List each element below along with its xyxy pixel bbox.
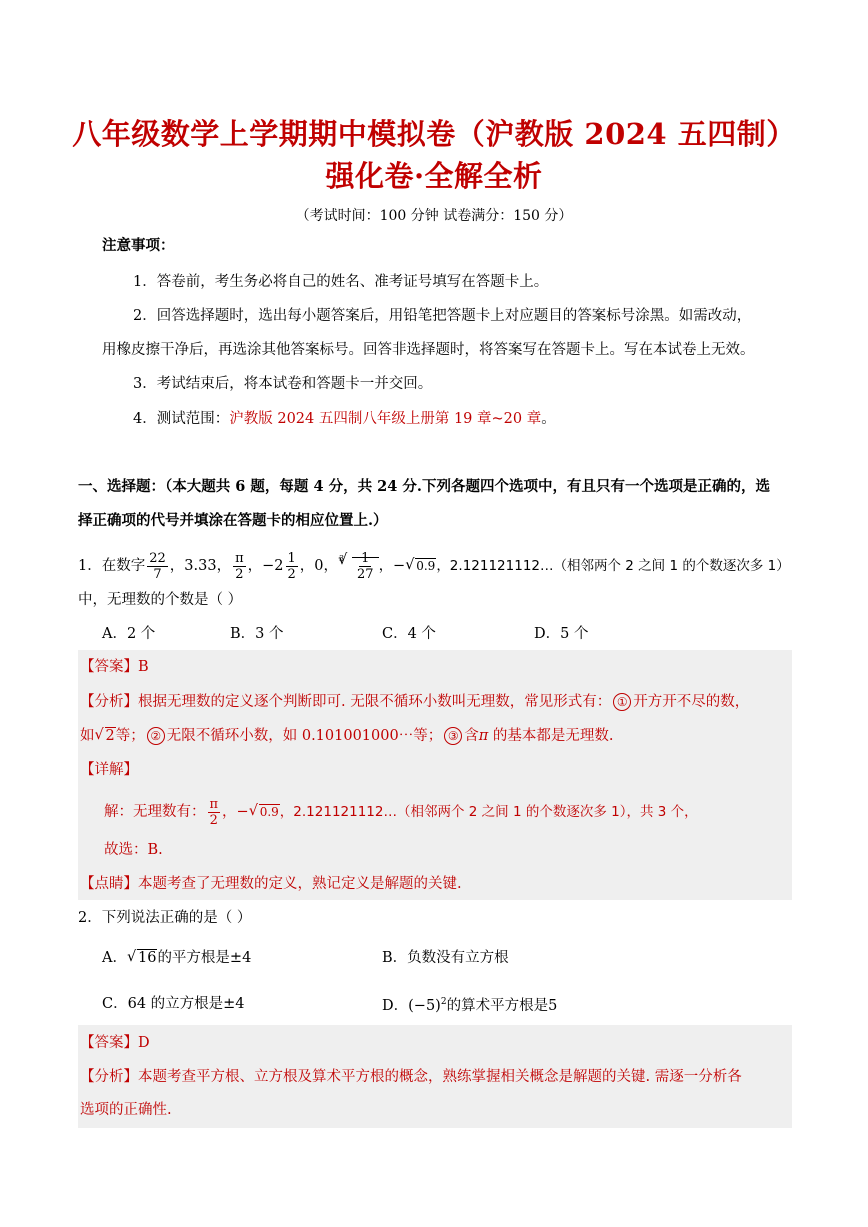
q2-option-b: B．负数没有立方根 [382, 950, 509, 966]
q1-choice: 故选：B. [104, 842, 163, 858]
sqrt-16: √ 16 [127, 948, 157, 968]
notes-heading: 注意事项： [102, 237, 175, 254]
q2-analysis-line2: 选项的正确性. [80, 1102, 172, 1118]
q1-option-d: D．5 个 [534, 626, 589, 642]
q1-option-b: B．3 个 [230, 626, 284, 642]
q1-line2: 中，无理数的个数是（ ） [78, 592, 243, 608]
q1-prefix: 1．在数字 [78, 558, 146, 574]
q1-analysis-line1: 【分析】根据无理数的定义逐个判断即可. 无限不循环小数叫无理数，常见形式有： ① 开方开不尽的数， [80, 694, 750, 710]
note-item-4-prefix: 4．测试范围： [133, 411, 230, 427]
q1-text-1: ，3.33， [169, 558, 232, 574]
q1-answer: 【答案】B [80, 659, 149, 675]
q1-text-4: ，− [378, 558, 406, 574]
q2-option-c: C．64 的立方根是±4 [102, 996, 245, 1012]
q2-analysis-line1: 【分析】本题考查平方根、立方根及算术平方根的概念，熟练掌握相关概念是解题的关键. 需逐一分析各 [80, 1069, 742, 1085]
q1-comment: 【点睛】本题考查了无理数的定义，熟记定义是解题的关键. [80, 876, 462, 892]
q1-option-a: A．2 个 [102, 626, 156, 642]
section1-heading-line2: 择正确项的代号并填涂在答题卡的相应位置上.） [78, 512, 388, 529]
q1-analysis-line2: 如√ 2等； ② 无限不循环小数，如 0.101001000⋯等； ③ 含π 的基本都是无理数. [80, 726, 613, 746]
note-item-3: 3．考试结束后，将本试卷和答题卡一并交回。 [133, 376, 433, 392]
sqrt-0-9: √ 0.9 [405, 556, 436, 576]
q1-detail-label: 【详解】 [80, 762, 138, 778]
fraction-22-7: $\frac{22}{7}$ [149, 550, 166, 582]
cube-root-1-27: √ 3 $\frac{1}{27}$ [338, 551, 379, 582]
note-item-1: 1．答卷前，考生务必将自己的姓名、准考证号填写在答题卡上。 [133, 274, 549, 290]
note-item-2b: 用橡皮擦干净后，再选涂其他答案标号。回答非选择题时，将答案写在答题卡上。写在本试卷上无效。 [102, 342, 755, 358]
sqrt-2: √ 2 [95, 726, 116, 746]
test-range: 沪教版 2024 五四制八年级上册第 19 章~20 章 [229, 411, 542, 427]
q1-solution-text: 解：无理数有： $\frac{\pi}{2}$ ，− √ 0.9 ，2.121121112…（相邻两个 2 之间 1 的个数逐次多 1），共 3 个， [104, 792, 698, 832]
q2-stem: 2．下列说法正确的是（ ） [78, 910, 252, 926]
note-item-4 [133, 409, 556, 429]
q1-stem [78, 548, 790, 584]
sqrt-0-9-solution: √ 0.9 [249, 802, 280, 822]
note-item-4-suffix: 。 [541, 411, 556, 427]
section1-heading-line1: 一、选择题：（本大题共 6 题，每题 4 分，共 24 分.下列各题四个选项中，有且只有一个选项是正确的，选 [78, 478, 770, 495]
fraction-1-2: $\frac{1}{2}$ [287, 550, 296, 582]
q1-option-c: C．4 个 [382, 626, 436, 642]
note-item-2a: 2．回答选择题时，选出每小题答案后，用铅笔把答题卡上对应题目的答案标号涂黑。如需改动， [133, 308, 752, 324]
page-subtitle-title: 强化卷·全解全析 [325, 159, 543, 193]
q2-option-a: A．√ 16的平方根是±4 [102, 948, 251, 968]
q1-text-5: ，2.121121112…（相邻两个 2 之间 1 的个数逐次多 1） [436, 558, 790, 574]
fraction-pi-2: $\frac{\pi}{2}$ [235, 550, 244, 582]
q2-answer: 【答案】D [80, 1035, 150, 1051]
q1-text-2: ，−2 [247, 558, 284, 574]
q2-option-d: D．$(-5)^2$的算术平方根是5 [382, 997, 558, 1014]
q1-solution-block [78, 650, 792, 900]
page-title: 八年级数学上学期期中模拟卷（沪教版 2024 五四制） [72, 117, 796, 151]
q1-text-3: ，0， [299, 558, 339, 574]
exam-info: （考试时间：100 分钟 试卷满分：150 分） [295, 208, 573, 224]
fraction-pi-2-solution: $\frac{\pi}{2}$ [209, 796, 219, 828]
